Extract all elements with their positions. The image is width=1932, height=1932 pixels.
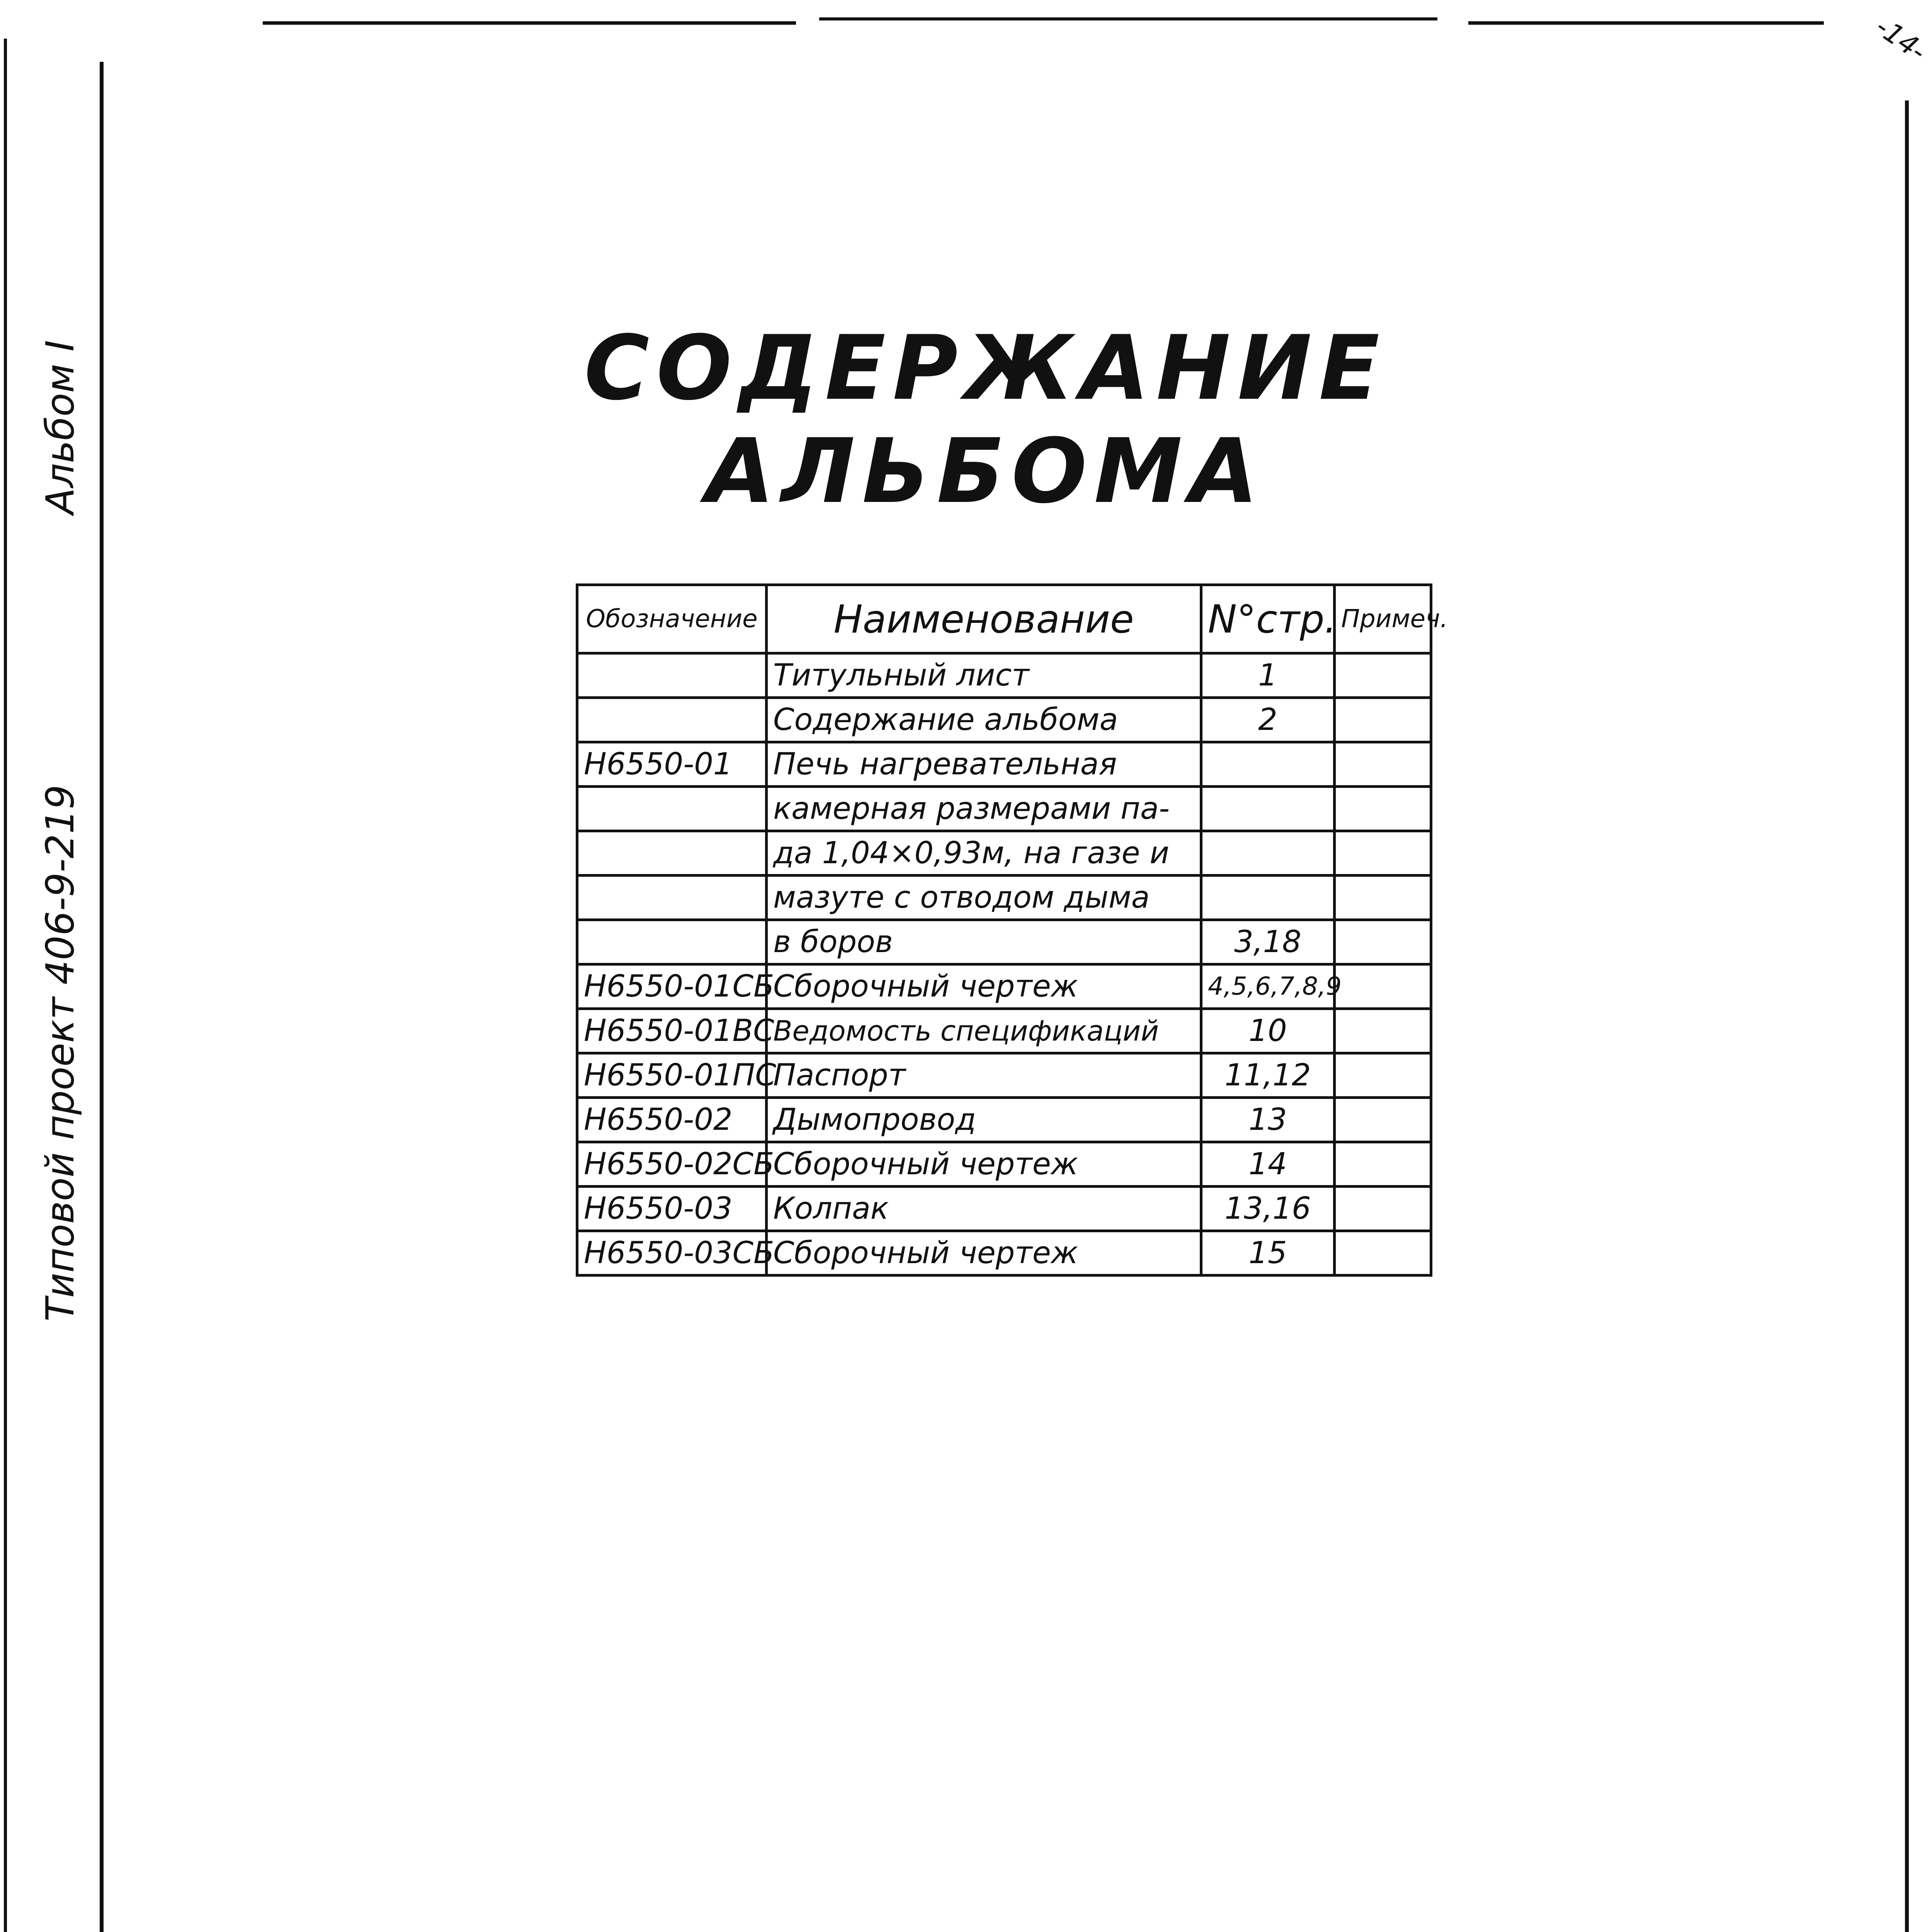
corner-mark: -14- (1870, 10, 1932, 68)
row-page: 15 (1201, 1231, 1335, 1276)
row-code: Н6550-01 (577, 742, 767, 787)
row-name: Дымопровод (767, 1098, 1201, 1142)
row-code (577, 920, 767, 964)
table-row (577, 787, 1431, 831)
row-name: да 1,04×0,93м, на газе и (767, 831, 1201, 876)
row-code: Н6550-01ПС (577, 1053, 767, 1098)
row-note (1335, 698, 1431, 742)
row-name: Колпак (767, 1187, 1201, 1231)
row-code (577, 831, 767, 876)
row-name: Паспорт (767, 1053, 1201, 1098)
row-page: 2 (1201, 698, 1335, 742)
row-name: Содержание альбома (767, 698, 1201, 742)
row-page: 13,16 (1201, 1187, 1335, 1231)
row-page (1201, 831, 1335, 876)
table-row (577, 1098, 1431, 1142)
table-row (577, 831, 1431, 876)
table-row (577, 698, 1431, 742)
row-name: камерная размерами па- (767, 787, 1201, 831)
table-row (577, 1142, 1431, 1187)
header-note: Примеч. (1335, 585, 1431, 653)
row-note (1335, 653, 1431, 698)
row-note (1335, 742, 1431, 787)
row-code: Н6550-03 (577, 1187, 767, 1231)
page-title: СОДЕРЖАНИЕ АЛЬБОМА (584, 317, 1387, 523)
table-row (577, 1053, 1431, 1098)
row-page: 10 (1201, 1009, 1335, 1053)
row-page: 1 (1201, 653, 1335, 698)
row-code (577, 787, 767, 831)
row-code: Н6550-02СБ (577, 1142, 767, 1187)
row-note (1335, 1142, 1431, 1187)
row-name: Титульный лист (767, 653, 1201, 698)
sidebar-stamp (37, 340, 83, 1321)
row-page: 11,12 (1201, 1053, 1335, 1098)
row-page: 3,18 (1201, 920, 1335, 964)
row-name: в боров (767, 920, 1201, 964)
row-page (1201, 876, 1335, 920)
frame-right-line (1905, 100, 1909, 1453)
row-code (577, 876, 767, 920)
margin-left-line (4, 39, 7, 1932)
frame-right-line-2 (1905, 1376, 1909, 1932)
table-row (577, 876, 1431, 920)
table-row (577, 653, 1431, 698)
frame-top-line-3 (1468, 21, 1824, 25)
table-row (577, 920, 1431, 964)
row-code: Н6550-01ВС (577, 1009, 767, 1053)
row-code: Н6550-02 (577, 1098, 767, 1142)
row-code (577, 698, 767, 742)
row-code: Н6550-03СБ (577, 1231, 767, 1276)
project-label: Типовой проект 406-9-219 (37, 784, 83, 1321)
row-page (1201, 787, 1335, 831)
row-note (1335, 964, 1431, 1009)
frame-top-line-2 (819, 17, 1437, 20)
row-name: мазуте с отводом дыма (767, 876, 1201, 920)
row-page: 13 (1201, 1098, 1335, 1142)
row-name: Сборочный чертеж (767, 964, 1201, 1009)
album-label: Альбом I (37, 340, 83, 514)
table-row (577, 1187, 1431, 1231)
row-name: Сборочный чертеж (767, 1142, 1201, 1187)
header-page: N°стр. (1201, 585, 1335, 653)
header-name: Наименование (767, 585, 1201, 653)
table-header-row (577, 585, 1431, 653)
frame-top-line (263, 21, 796, 25)
contents-table (576, 583, 1448, 1277)
row-note (1335, 876, 1431, 920)
row-note (1335, 1187, 1431, 1231)
row-note (1335, 1009, 1431, 1053)
table-row (577, 1231, 1431, 1276)
row-note (1335, 1231, 1431, 1276)
table-row (577, 964, 1431, 1009)
row-name: Печь нагревательная (767, 742, 1201, 787)
row-note (1335, 787, 1431, 831)
row-note (1335, 1053, 1431, 1098)
table-row (577, 742, 1431, 787)
row-code (577, 653, 767, 698)
row-page: 4,5,6,7,8,9 (1201, 964, 1335, 1009)
row-name: Сборочный чертеж (767, 1231, 1201, 1276)
row-page: 14 (1201, 1142, 1335, 1187)
row-page (1201, 742, 1335, 787)
row-name: Ведомость спецификаций (767, 1009, 1201, 1053)
header-code: Обозначение (577, 585, 767, 653)
frame-left-line (100, 62, 104, 1932)
row-note (1335, 920, 1431, 964)
row-note (1335, 1098, 1431, 1142)
table-row (577, 1009, 1431, 1053)
row-code: Н6550-01СБ (577, 964, 767, 1009)
row-note (1335, 831, 1431, 876)
